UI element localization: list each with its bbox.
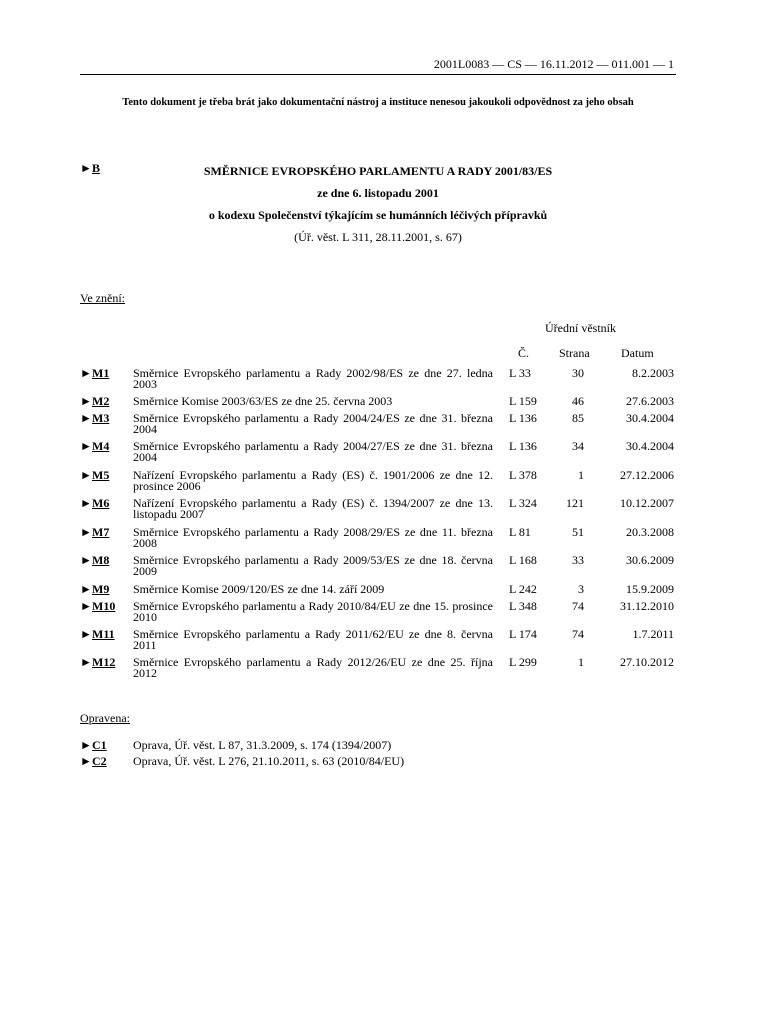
amendment-oj-date: 30.4.2004	[626, 439, 674, 453]
amendment-oj-date: 10.12.2007	[620, 496, 674, 510]
correction-description: Oprava, Úř. věst. L 276, 21.10.2011, s. 63 (2010/84/EU)	[133, 754, 405, 768]
amendment-oj-date: 15.9.2009	[626, 582, 674, 596]
amendment-oj-date: 1.7.2011	[632, 627, 674, 641]
amendment-oj-date: 30.4.2004	[626, 411, 674, 425]
document-reference: 2001L0083 — CS — 16.11.2012 — 011.001 — 1	[433, 57, 674, 71]
amendment-oj-number: L 136	[509, 411, 537, 425]
amendment-marker[interactable]	[80, 470, 109, 481]
marker-arrow-icon: ►	[80, 496, 92, 510]
marker-arrow-icon: ►	[80, 366, 92, 380]
amendment-marker[interactable]	[80, 601, 115, 612]
column-header-number: Č.	[518, 346, 530, 360]
amendment-oj-number: L 378	[509, 468, 537, 482]
marker-arrow-icon: ►	[80, 738, 92, 752]
marker-arrow-icon: ►	[80, 754, 92, 768]
amendment-code-link[interactable]: M1	[92, 366, 110, 380]
amendment-code-link[interactable]: M12	[92, 655, 116, 669]
amendment-marker[interactable]	[80, 396, 109, 407]
amendment-description: Nařízení Evropského parlamentu a Rady (ES) č. 1394/2007 ze dne 13. listopadu 2007	[133, 496, 493, 521]
directive-title-block	[130, 160, 626, 248]
amendment-description: Nařízení Evropského parlamentu a Rady (ES) č. 1901/2006 ze dne 12. prosince 2006	[133, 468, 493, 493]
marker-arrow-icon: ►	[80, 582, 92, 596]
amendment-code-link[interactable]: M10	[92, 599, 116, 613]
amendment-marker[interactable]	[80, 657, 115, 668]
amendment-description: Směrnice Evropského parlamentu a Rady 2012/26/EU ze dne 25. října 2012	[133, 655, 493, 680]
amendment-code-link[interactable]: M8	[92, 553, 110, 567]
amendment-oj-number: L 324	[509, 496, 537, 510]
amendment-oj-number: L 348	[509, 599, 537, 613]
amendment-oj-date: 27.10.2012	[620, 655, 674, 669]
amendment-code-link[interactable]: M9	[92, 582, 110, 596]
amendment-description: Směrnice Evropského parlamentu a Rady 2009/53/ES ze dne 18. června 2009	[133, 553, 493, 578]
marker-arrow-icon: ►	[80, 161, 92, 175]
amendment-description: Směrnice Komise 2009/120/ES ze dne 14. září 2009	[133, 582, 385, 596]
directive-date: ze dne 6. listopadu 2001	[317, 186, 439, 200]
amendment-oj-page: 1	[578, 468, 584, 482]
amendment-marker[interactable]	[80, 629, 115, 640]
marker-arrow-icon: ►	[80, 553, 92, 567]
base-marker[interactable]	[80, 160, 100, 176]
amendment-oj-page: 51	[572, 525, 584, 539]
marker-arrow-icon: ►	[80, 411, 92, 425]
amendment-code-link[interactable]: M6	[92, 496, 110, 510]
marker-arrow-icon: ►	[80, 627, 92, 641]
marker-arrow-icon: ►	[80, 599, 92, 613]
official-journal-heading: Úřední věstník	[545, 321, 616, 335]
correction-description: Oprava, Úř. věst. L 87, 31.3.2009, s. 174 (1394/2007)	[133, 738, 392, 752]
amendment-description: Směrnice Komise 2003/63/ES ze dne 25. června 2003	[133, 394, 393, 408]
amendment-code-link[interactable]: M3	[92, 411, 110, 425]
amendment-oj-number: L 81	[509, 525, 531, 539]
amendment-marker[interactable]	[80, 498, 109, 509]
amendment-description: Směrnice Evropského parlamentu a Rady 2010/84/EU ze dne 15. prosince 2010	[133, 599, 493, 624]
amendment-description: Směrnice Evropského parlamentu a Rady 2004/27/ES ze dne 31. března 2004	[133, 439, 493, 464]
amendment-code-link[interactable]: M4	[92, 439, 110, 453]
amended-by-label: Ve znění:	[80, 291, 125, 305]
amendment-description: Směrnice Evropského parlamentu a Rady 2002/98/ES ze dne 27. ledna 2003	[133, 366, 493, 391]
amendment-oj-number: L 159	[509, 394, 537, 408]
marker-arrow-icon: ►	[80, 655, 92, 669]
correction-marker[interactable]	[80, 737, 107, 753]
column-header-date: Datum	[621, 346, 654, 360]
amendment-oj-number: L 242	[509, 582, 537, 596]
correction-marker[interactable]	[80, 753, 107, 769]
amendment-description: Směrnice Evropského parlamentu a Rady 2008/29/ES ze dne 11. března 2008	[133, 525, 493, 550]
disclaimer: Tento dokument je třeba brát jako dokumentační nástroj a instituce nenesou jakoukoli odpovědnost za jeho obsah	[122, 97, 634, 108]
amendment-marker[interactable]	[80, 527, 109, 538]
correction-code-link[interactable]: C1	[92, 738, 107, 752]
document-reference-header	[80, 56, 676, 75]
amendment-description: Směrnice Evropského parlamentu a Rady 2004/24/ES ze dne 31. března 2004	[133, 411, 493, 436]
amendment-marker[interactable]	[80, 584, 109, 595]
amendment-marker[interactable]	[80, 555, 109, 566]
amendment-oj-date: 20.3.2008	[626, 525, 674, 539]
amendment-oj-page: 34	[572, 439, 584, 453]
marker-arrow-icon: ►	[80, 439, 92, 453]
amendment-oj-date: 8.2.2003	[632, 366, 674, 380]
base-code-link[interactable]: B	[92, 161, 101, 175]
marker-arrow-icon: ►	[80, 525, 92, 539]
amendment-oj-number: L 168	[509, 553, 537, 567]
directive-subject: o kodexu Společenství týkajícím se humánních léčivých přípravků	[208, 208, 548, 222]
amendment-oj-page: 74	[572, 599, 584, 613]
amendment-oj-page: 121	[566, 496, 584, 510]
amendment-code-link[interactable]: M2	[92, 394, 110, 408]
marker-arrow-icon: ►	[80, 394, 92, 408]
amendment-oj-number: L 136	[509, 439, 537, 453]
amendment-oj-number: L 299	[509, 655, 537, 669]
amendment-oj-page: 74	[572, 627, 584, 641]
amendment-oj-page: 30	[572, 366, 584, 380]
amendment-oj-page: 46	[572, 394, 584, 408]
amendment-marker[interactable]	[80, 413, 109, 424]
amendment-code-link[interactable]: M11	[92, 627, 115, 641]
amendment-code-link[interactable]: M7	[92, 525, 110, 539]
amendment-oj-page: 85	[572, 411, 584, 425]
directive-title: SMĚRNICE EVROPSKÉHO PARLAMENTU A RADY 2001/83/ES	[203, 164, 553, 178]
amendment-oj-date: 31.12.2010	[620, 599, 674, 613]
amendment-oj-page: 1	[578, 655, 584, 669]
amendment-oj-date: 27.6.2003	[626, 394, 674, 408]
amendment-oj-page: 33	[572, 553, 584, 567]
amendment-oj-number: L 33	[509, 366, 531, 380]
amendment-code-link[interactable]: M5	[92, 468, 110, 482]
marker-arrow-icon: ►	[80, 468, 92, 482]
amendment-marker[interactable]	[80, 368, 109, 379]
amendment-description: Směrnice Evropského parlamentu a Rady 2011/62/EU ze dne 8. června 2011	[133, 627, 493, 652]
amendment-oj-date: 27.12.2006	[620, 468, 674, 482]
directive-oj-reference: (Úř. věst. L 311, 28.11.2001, s. 67)	[294, 230, 462, 244]
amendment-oj-number: L 174	[509, 627, 537, 641]
amendment-oj-date: 30.6.2009	[626, 553, 674, 567]
correction-code-link[interactable]: C2	[92, 754, 107, 768]
amendment-marker[interactable]	[80, 441, 109, 452]
column-header-page: Strana	[559, 346, 590, 360]
corrected-by-label: Opravena:	[80, 711, 130, 725]
amendment-oj-page: 3	[578, 582, 584, 596]
